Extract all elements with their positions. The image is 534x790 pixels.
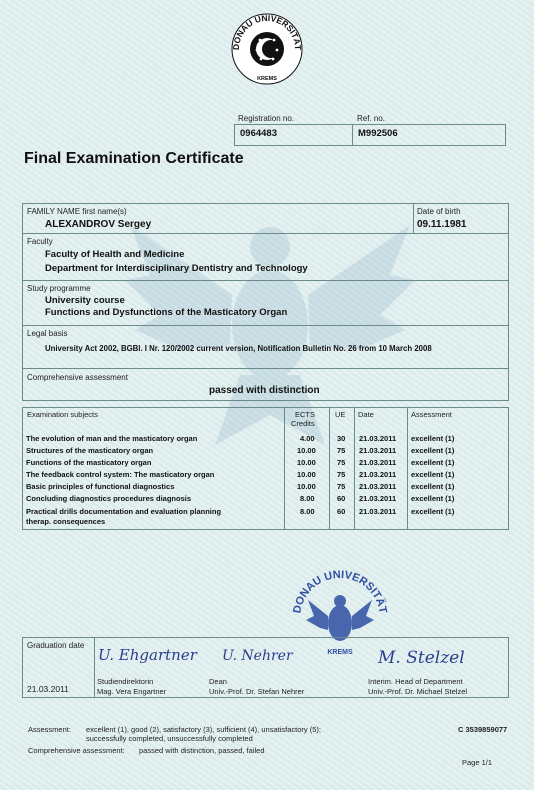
header-ue: UE (335, 410, 346, 419)
row-ects: 4.00 (300, 434, 315, 443)
birth-label: Date of birth (417, 207, 461, 216)
row-ue: 60 (337, 507, 346, 516)
head-name: Univ.-Prof. Dr. Michael Stelzel (368, 687, 468, 696)
legal-basis: University Act 2002, BGBl. I Nr. 120/2002 current version, Notification Bulletin No. 26 from 10 March 2008 (45, 344, 432, 353)
logo-subtext: KREMS (257, 76, 277, 82)
row-subject: Concluding diagnostics procedures diagnosis (26, 494, 192, 503)
footer-assessment-scale: excellent (1), good (2), satisfactory (3), sufficient (4), unsatisfactory (5); (86, 725, 321, 734)
director-name: Mag. Vera Engartner (97, 687, 167, 696)
signature-director: U. Ehgartner (98, 646, 197, 664)
row-date: 21.03.2011 (359, 446, 397, 455)
study-programme: Functions and Dysfunctions of the Masticatory Organ (45, 307, 288, 318)
study-type: University course (45, 295, 125, 306)
signature-dean: U. Nehrer (222, 648, 293, 664)
document-code: C 3539859077 (458, 725, 508, 734)
table-row (26, 446, 508, 458)
ref-number: M992506 (358, 128, 398, 139)
row-ects: 10.00 (297, 470, 316, 479)
row-ue: 75 (337, 446, 346, 455)
row-date: 21.03.2011 (359, 470, 397, 479)
header-subjects: Examination subjects (27, 410, 98, 419)
table-row (26, 470, 508, 482)
row-grade: excellent (1) (411, 494, 455, 503)
university-logo (230, 12, 304, 86)
row-grade: excellent (1) (411, 507, 455, 516)
row-ue: 75 (337, 482, 346, 491)
row-ects: 8.00 (300, 494, 315, 503)
faculty-label: Faculty (27, 237, 53, 246)
birth-date: 09.11.1981 (417, 219, 467, 230)
footer-assessment-label: Assessment: (28, 725, 71, 734)
name-label: FAMILY NAME first name(s) (27, 207, 127, 216)
row-ects: 10.00 (297, 482, 316, 491)
row-ects: 10.00 (297, 446, 316, 455)
seal-subtext: KREMS (327, 649, 353, 656)
seal-text: DONAU UNIVERSITÄT (291, 568, 389, 615)
student-name: ALEXANDROV Sergey (45, 219, 152, 230)
row-subject: Functions of the masticatory organ (26, 458, 152, 467)
department-name: Department for Interdisciplinary Dentistry and Technology (45, 263, 308, 274)
row-subject: Practical drills documentation and evaluation planning (26, 507, 222, 516)
signature-head: M. Stelzel (378, 648, 465, 668)
footer-comprehensive-label: Comprehensive assessment: (28, 746, 125, 755)
header-credits: Credits (291, 419, 315, 428)
row-subject-continued: therap. consequences (26, 517, 106, 526)
row-date: 21.03.2011 (359, 482, 397, 491)
row-ue: 30 (337, 434, 346, 443)
table-row (26, 434, 508, 446)
page-number: Page 1/1 (462, 758, 493, 767)
table-row (26, 482, 508, 494)
row-ects: 8.00 (300, 507, 315, 516)
table-row (26, 494, 508, 506)
footer-comprehensive-values: passed with distinction, passed, failed (139, 746, 265, 755)
row-subject: The evolution of man and the masticatory organ (26, 434, 198, 443)
row-grade: excellent (1) (411, 434, 455, 443)
table-row (26, 507, 508, 529)
row-subject: Basic principles of functional diagnostics (26, 482, 175, 491)
row-subject: Structures of the masticatory organ (26, 446, 154, 455)
row-date: 21.03.2011 (359, 458, 397, 467)
row-date: 21.03.2011 (359, 434, 397, 443)
head-role: Interim. Head of Department (368, 677, 463, 686)
graduation-date: 21.03.2011 (27, 684, 69, 694)
row-date: 21.03.2011 (359, 494, 397, 503)
row-grade: excellent (1) (411, 470, 455, 479)
row-grade: excellent (1) (411, 446, 455, 455)
header-ects: ECTS (295, 410, 316, 419)
table-row (26, 458, 508, 470)
row-grade: excellent (1) (411, 458, 455, 467)
study-label: Study programme (27, 284, 91, 293)
registration-label: Registration no. (238, 114, 295, 123)
row-subject: The feedback control system: The masticatory organ (26, 470, 215, 479)
footer-assessment-completion: successfully completed, unsuccessfully completed (86, 734, 253, 743)
assessment-label: Comprehensive assessment (27, 373, 128, 382)
assessment-value: passed with distinction (209, 385, 320, 396)
legal-label: Legal basis (27, 329, 68, 338)
faculty-name: Faculty of Health and Medicine (45, 249, 185, 260)
logo-text: DONAU UNIVERSITÄT (230, 12, 304, 51)
ref-label: Ref. no. (357, 114, 386, 123)
registration-number: 0964483 (240, 128, 277, 139)
header-assessment: Assessment (411, 410, 452, 419)
row-ects: 10.00 (297, 458, 316, 467)
row-date: 21.03.2011 (359, 507, 397, 516)
dean-role: Dean (209, 677, 227, 686)
header-date: Date (358, 410, 374, 419)
director-role: Studiendirektorin (97, 677, 154, 686)
dean-name: Univ.-Prof. Dr. Stefan Nehrer (209, 687, 305, 696)
row-ue: 75 (337, 458, 346, 467)
row-grade: excellent (1) (411, 482, 455, 491)
graduation-label: Graduation date (27, 641, 85, 650)
certificate-title: Final Examination Certificate (24, 150, 244, 167)
row-ue: 75 (337, 470, 346, 479)
row-ue: 60 (337, 494, 346, 503)
